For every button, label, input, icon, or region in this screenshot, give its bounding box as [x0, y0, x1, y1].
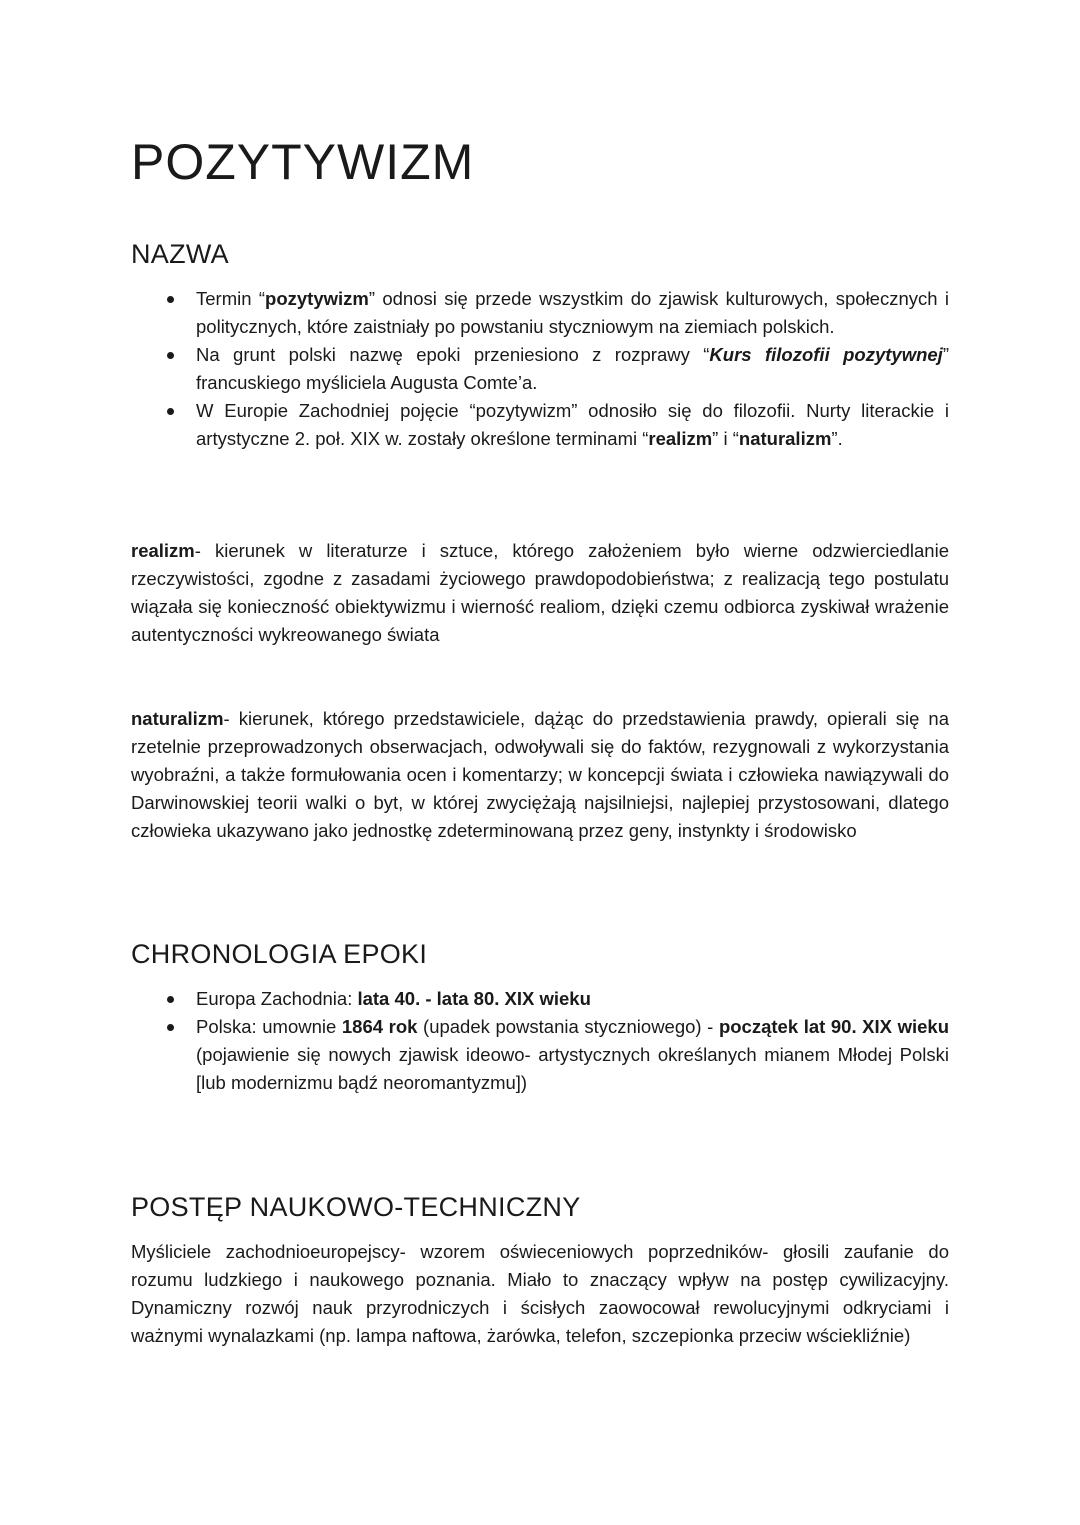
date-range: lata 40. - lata 80. XIX wieku: [357, 988, 591, 1009]
date-end: początek lat 90. XIX wieku: [718, 1016, 950, 1037]
list-item-text: ” i “: [712, 428, 739, 449]
definition-term: naturalizm: [131, 708, 224, 729]
term-naturalizm: naturalizm: [738, 428, 832, 449]
list-item-text: ”.: [831, 428, 843, 449]
definition-text: - kierunek, którego przedstawiciele, dążąc do przedstawienia prawdy, opierali się na rzetelnie przeprowadzonych obserwacjach, odwoływali się do faktów, rezygnowali z wykorzystania wyobraźni, a także formułowania ocen i komentarzy; w koncepcji świata i człowieka nawiązywali do Darwinowskiej teorii walki o byt, w której zwyciężają najsilniejsi, najlepiej przystosowani, dlatego człowieka ukazywano jako jednostkę zdeterminowaną przez geny, instynkty i środowisko: [131, 708, 949, 841]
list-item-text: W Europie Zachodniej pojęcie “pozytywizm” odnosiło się do filozofii. Nurty literackie i artystyczne 2. poł. XIX w. zostały określone terminami “: [196, 400, 949, 449]
date-start: 1864 rok: [341, 1016, 418, 1037]
chronologia-list: [131, 985, 949, 1097]
section-heading-postep: POSTĘP NAUKOWO-TECHNICZNY: [131, 1192, 581, 1222]
postep-paragraph: Myśliciele zachodnioeuropejscy- wzorem oświeceniowych poprzedników- głosili zaufanie do rozumu ludzkiego i naukowego poznania. Miało to znaczący wpływ na postęp cywilizacyjny. Dynamiczny rozwój nauk przyrodniczych i ścisłych zaowocował rewolucyjnymi odkryciami i ważnymi wynalazkami (np. lampa naftowa, żarówka, telefon, szczepionka przeciw wściekliźnie): [131, 1241, 949, 1346]
list-item-text: Na grunt polski nazwę epoki przeniesiono z rozprawy “: [196, 344, 710, 365]
list-item: [131, 397, 949, 453]
bullet-icon: [167, 408, 174, 415]
list-item-text: Polska: umownie: [196, 1016, 342, 1037]
list-item-text: (upadek powstania styczniowego) -: [417, 1016, 719, 1037]
list-item-text: Europa Zachodnia:: [196, 988, 358, 1009]
book-title: Kurs filozofii pozytywnej: [709, 344, 943, 365]
term-pozytywizm: pozytywizm: [265, 288, 369, 309]
bullet-icon: [167, 352, 174, 359]
list-item-text: (pojawienie się nowych zjawisk ideowo- artystycznych określanych mianem Młodej Polski [lub modernizmu bądź neoromantyzmu]): [196, 1044, 949, 1093]
bullet-icon: [167, 996, 174, 1003]
page-title: POZYTYWIZM: [131, 134, 475, 190]
definition-naturalizm: [131, 705, 949, 845]
section-heading-nazwa: NAZWA: [131, 239, 229, 269]
list-item: [131, 985, 949, 1013]
definition-realizm: [131, 537, 949, 649]
bullet-icon: [167, 296, 174, 303]
list-item: [131, 1013, 949, 1097]
definition-text: - kierunek w literaturze i sztuce, którego założeniem było wierne odzwierciedlanie rzeczywistości, zgodne z zasadami życiowego prawdopodobieństwa; z realizacją tego postulatu wiązała się konieczność obiektywizmu i wierność realiom, dzięki czemu odbiorca zyskiwał wrażenie autentyczności wykreowanego świata: [131, 540, 949, 645]
bullet-icon: [167, 1024, 174, 1031]
term-realizm: realizm: [648, 428, 713, 449]
list-item-text: ” francuskiego myśliciela Augusta Comte’a.: [196, 344, 949, 393]
list-item-text: ” odnosi się przede wszystkim do zjawisk kulturowych, społecznych i politycznych, które zaistniały po powstaniu styczniowym na ziemiach polskich.: [196, 288, 949, 337]
list-item: [131, 341, 949, 397]
list-item-text: Termin “: [196, 288, 266, 309]
list-item: [131, 285, 949, 341]
definition-term: realizm: [131, 540, 195, 561]
section-heading-chronologia: CHRONOLOGIA EPOKI: [131, 939, 428, 969]
nazwa-list: [131, 285, 949, 453]
